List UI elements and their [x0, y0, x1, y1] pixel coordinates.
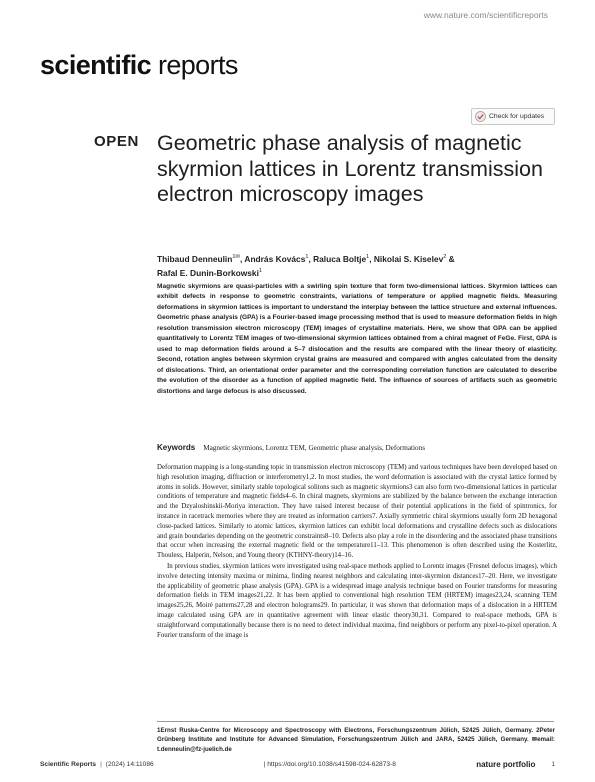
author-affiliation: 1✉: [232, 254, 241, 260]
footer-separator: |: [100, 761, 102, 768]
article-body: [157, 463, 557, 640]
body-paragraph: Deformation mapping is a long-standing topic in transmission electron microscopy (TEM) and various techniques have been developed based on high resolution imaging, diffraction or interferometry1,2. In most studies, the word deformation is associated with the crystal lattice formed by atoms in solids. However, similarly stable topological solitons such as magnetic skyrmions3 can also form two-dimensional lattices in particular conditions of temperature and magnetic fields4–6. In chiral magnets, skyrmions are stabilized by the balance between the exchange interaction and the Dzyaloshinskii-Moriya interaction. They have raised interest because of their potential applications in the field of spintronics, for instance in racetrack memories where they are treated as information carriers7. Axially symmetric chiral skyrmions usually form 2D hexagonal close-packed lattices. Similarly to atomic lattices, skyrmion lattices can exhibit local deformations and crystalline defects such as dislocations and grain boundaries depending on the geometric constraints8–10. Defects also play a role in the disordering and the associated phase transitions that occur when increasing the external magnetic field or the temperature11–13. This phenomenon is often described using the Kosterlitz, Thouless, Halperin, Nelson, and Young theory (KTHNY-theory)14–16.: [157, 464, 557, 560]
author[interactable]: [157, 254, 240, 264]
author[interactable]: [374, 254, 446, 264]
logo-bold-text: scientific: [40, 50, 152, 80]
check-for-updates-label: Check for updates: [489, 113, 545, 120]
author-name: Thibaud Denneulin: [157, 253, 233, 264]
keywords-label: Keywords: [157, 443, 196, 452]
author-affiliation: 1: [258, 267, 262, 274]
journal-url[interactable]: www.nature.com/scientificreports: [423, 10, 548, 20]
author-name: Raluca Boltje: [313, 253, 367, 264]
author-affiliation: 1: [366, 254, 370, 260]
logo-regular-text: reports: [151, 50, 238, 80]
author[interactable]: [313, 254, 369, 264]
body-paragraph: In previous studies, skyrmion lattices were investigated using real-space methods applied to Lorentz images (Fresnel defocus images), which involve detecting intensity maxima or minima, finding nearest neighbors and calculating inter-skyrmion distances17–20. Here, we investigate the applicability of geometric phase analysis (GPA). GPA is a widespread image analysis technique based on Fourier transforms for measuring deformation fields in TEM images21,22. It has been applied to conventional high resolution TEM (HRTEM) images23,24, scanning TEM images25,26, Moiré patterns27,28 and electron holograms29. In particular, it was shown that deformation maps of a dislocation in a HRTEM image calculated using GPA are in quantitative agreement with linear elastic theory30,31. Compared to real-space methods, GPA is straightforward computationally because there is no need to detect individual maxima, find neighbors or perform any pixel-to-pixel operation. A Fourier transform of the image is: [157, 562, 557, 639]
affiliations: 1Ernst Ruska-Centre for Microscopy and Spectroscopy with Electrons, Forschungszentrum Jülich, 52425 Jülich, Germany. 2Peter Grünberg Institute and Institute for Advanced Simulation, Forschungszentrum Jülich and JARA, 52425 Jülich, Germany. ✉email: t.denneulin@fz-juelich.de: [157, 727, 555, 753]
crossmark-icon: [475, 111, 486, 122]
check-for-updates-button[interactable]: [471, 108, 555, 125]
page-footer: [40, 760, 555, 769]
author-name: András Kovács: [244, 253, 306, 264]
footnote-divider: [157, 721, 554, 722]
author-affiliation: 1: [305, 254, 309, 260]
footer-journal: Scientific Reports: [40, 761, 97, 768]
author-list: Thibaud Denneulin$^{1✉}$, András Kovács$^1$, Raluca Boltje$^1$, Nikolai S. Kiselev$^2$ & Rafal E. Dunin-Borkowski$^1$: [157, 253, 455, 278]
journal-logo: [40, 50, 238, 81]
author-name: Nikolai S. Kiselev: [373, 253, 444, 264]
author[interactable]: [244, 254, 308, 264]
keywords: [157, 443, 557, 452]
keywords-value: Magnetic skyrmions, Lorentz TEM, Geometric phase analysis, Deformations: [203, 444, 426, 452]
author[interactable]: [157, 268, 262, 278]
footer-doi-link[interactable]: | https://doi.org/10.1038/s41598-024-62873-8: [263, 761, 396, 768]
page-number: 1: [551, 761, 555, 768]
author-affiliation: 2: [443, 254, 447, 260]
nature-portfolio-logo: nature portfolio: [476, 760, 536, 769]
author-name: Rafal E. Dunin-Borkowski: [157, 267, 259, 278]
open-access-label: OPEN: [94, 133, 139, 150]
article-title: Geometric phase analysis of magnetic skyrmion lattices in Lorentz transmission electron microscopy images: [157, 131, 543, 206]
abstract: Magnetic skyrmions are quasi-particles with a swirling spin texture that form two-dimensional lattices. Skyrmion lattices can exhibit defects in response to geometric constraints, variations of temperature or applied magnetic fields. Measuring deformations in skyrmion lattices is important to understand the interplay between the lattice structure and external influences. Geometric phase analysis (GPA) is a Fourier-based image processing method that is used to measure deformation fields in high resolution transmission electron microscopy (TEM) images of crystalline materials. Here, we show that GPA can be applied quantitatively to Lorentz TEM images of two-dimensional skyrmion lattices obtained from a chiral magnet of FeGe. First, GPA is used to map deformation fields around a 5–7 dislocation and the results are compared with the linear theory of elasticity. Second, rotation angles between skyrmion crystal grains are measured and compared with angles calculated from the density of dislocations. Third, an orientational order parameter and the corresponding correlation function are calculated to describe the evolution of the disorder as a function of applied magnetic field. The influence of sources of artifacts such as geometric distortions and large defocus is also discussed.: [157, 283, 557, 395]
footer-citation: (2024) 14:11086: [105, 761, 154, 768]
